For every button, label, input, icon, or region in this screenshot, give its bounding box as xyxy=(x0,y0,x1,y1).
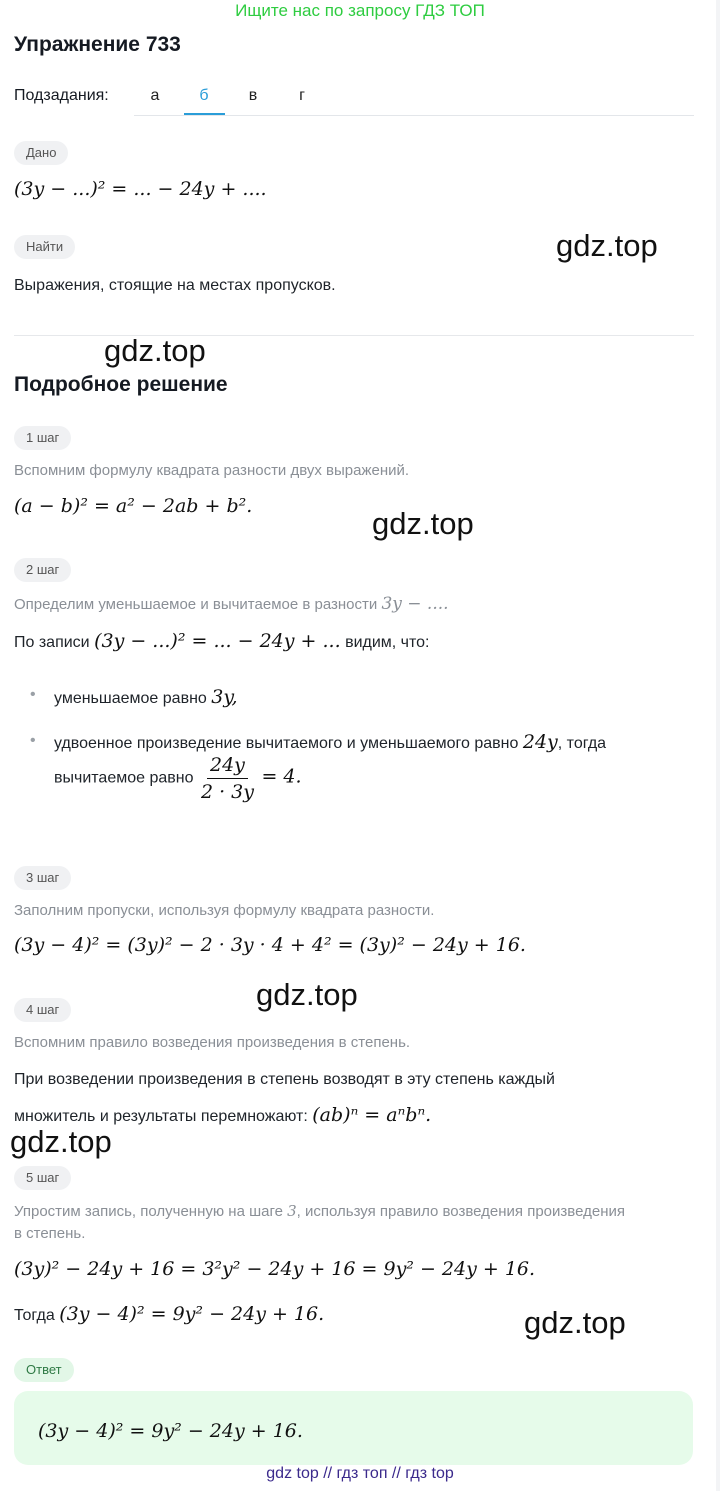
bullet-2-math: 24y xyxy=(522,731,558,753)
watermark: gdz.top xyxy=(372,506,474,541)
step-5-hint-prefix: Упростим запись, полученную на шаге xyxy=(14,1203,283,1220)
bullet-2-suffix: , тогда xyxy=(557,735,607,752)
tab-g[interactable]: г xyxy=(299,87,305,104)
bullet-dot: • xyxy=(30,732,36,749)
top-banner: Ищите нас по запросу ГДЗ ТОП xyxy=(235,1,485,20)
answer-chip xyxy=(14,1358,74,1382)
watermark: gdz.top xyxy=(10,1124,112,1159)
watermark: gdz.top xyxy=(556,228,658,263)
fraction-numerator: 24y xyxy=(207,754,248,779)
step-2-line-suffix: видим, что: xyxy=(345,634,430,651)
find-chip-label: Найти xyxy=(14,235,75,259)
step-2-line-math: (3y − ...)² = ... − 24y + ... xyxy=(94,630,341,652)
footer: gdz top // гдз топ // гдз top xyxy=(266,1465,454,1482)
step-2-hint-text: Определим уменьшаемое и вычитаемое в разности xyxy=(14,596,378,613)
step-3-hint: Заполним пропуски, используя формулу квадрата разности. xyxy=(14,902,435,919)
answer-formula: (3y − 4)² = 9y² − 24y + 16. xyxy=(38,1420,303,1442)
step-1-hint: Вспомним формулу квадрата разности двух выражений. xyxy=(14,462,410,479)
given-formula: (3y − ...)² = ... − 24y + .... xyxy=(14,178,267,200)
step-2-line-prefix: По записи xyxy=(14,634,90,651)
step-1-formula: (a − b)² = a² − 2ab + b². xyxy=(14,495,253,517)
step-2-line xyxy=(14,630,430,652)
step-5-hint-step: 3 xyxy=(287,1202,297,1220)
step-4-line-2-text: множитель и результаты перемножают: xyxy=(14,1108,308,1125)
bullet-dot: • xyxy=(30,686,36,703)
step-5-chip xyxy=(14,1166,71,1190)
given-chip xyxy=(14,141,68,165)
answer-chip-label: Ответ xyxy=(14,1358,74,1382)
bullet-2-cont-text: вычитаемое равно xyxy=(54,769,194,787)
step-4-chip-label: 4 шаг xyxy=(14,998,71,1022)
step-5-then-line xyxy=(14,1303,324,1325)
tab-a[interactable]: а xyxy=(150,87,160,104)
bullet-1 xyxy=(54,686,238,708)
watermark: gdz.top xyxy=(256,977,358,1012)
bullet-1-text: уменьшаемое равно xyxy=(54,690,207,707)
bullet-2 xyxy=(54,731,606,753)
tab-b[interactable]: б xyxy=(199,87,209,104)
step-5-then-math: (3y − 4)² = 9y² − 24y + 16. xyxy=(59,1303,325,1325)
step-3-chip xyxy=(14,866,71,890)
step-3-formula: (3y − 4)² = (3y)² − 2 · 3y · 4 + 4² = (3y)² − 24y + 16. xyxy=(14,934,526,956)
tab-v[interactable]: в xyxy=(248,87,258,104)
step-5-hint-line-2: в степень. xyxy=(14,1225,86,1242)
step-1-chip xyxy=(14,426,71,450)
step-4-hint: Вспомним правило возведения произведения в степень. xyxy=(14,1034,411,1051)
find-text: Выражения, стоящие на местах пропусков. xyxy=(14,277,336,294)
watermark: gdz.top xyxy=(104,333,206,368)
step-5-hint-suffix: , используя правило возведения произведения xyxy=(296,1203,625,1220)
right-edge-strip xyxy=(716,0,720,1491)
find-chip xyxy=(14,235,75,259)
bullet-2-continuation xyxy=(54,754,302,803)
page-title: Упражнение 733 xyxy=(14,33,181,56)
step-1-chip-label: 1 шаг xyxy=(14,426,71,450)
step-5-then-prefix: Тогда xyxy=(14,1307,55,1324)
active-tab-indicator xyxy=(184,113,225,115)
fraction-denominator: 2 · 3y xyxy=(200,781,254,803)
subtasks-label: Подзадания: xyxy=(14,87,109,104)
bullet-2-text: удвоенное произведение вычитаемого и уменьшаемого равно xyxy=(54,735,519,752)
step-4-line-2 xyxy=(14,1104,431,1126)
fraction xyxy=(198,754,257,803)
step-5-hint xyxy=(14,1202,625,1220)
given-chip-label: Дано xyxy=(14,141,68,165)
step-2-chip-label: 2 шаг xyxy=(14,558,71,582)
step-4-line-2-math: (ab)ⁿ = aⁿbⁿ. xyxy=(312,1104,432,1126)
step-4-line-1: При возведении произведения в степень возводят в эту степень каждый xyxy=(14,1071,555,1088)
step-2-hint xyxy=(14,594,449,614)
bullet-1-math: 3y, xyxy=(211,686,238,708)
step-2-hint-math: 3y − .... xyxy=(381,594,449,614)
fraction-result: = 4. xyxy=(261,765,302,788)
watermark: gdz.top xyxy=(524,1305,626,1340)
step-2-chip xyxy=(14,558,71,582)
tabs-divider xyxy=(134,115,694,116)
step-4-chip xyxy=(14,998,71,1022)
step-5-chip-label: 5 шаг xyxy=(14,1166,71,1190)
step-5-formula: (3y)² − 24y + 16 = 3²y² − 24y + 16 = 9y² − 24y + 16. xyxy=(14,1258,536,1280)
solution-heading: Подробное решение xyxy=(14,373,228,396)
step-3-chip-label: 3 шаг xyxy=(14,866,71,890)
